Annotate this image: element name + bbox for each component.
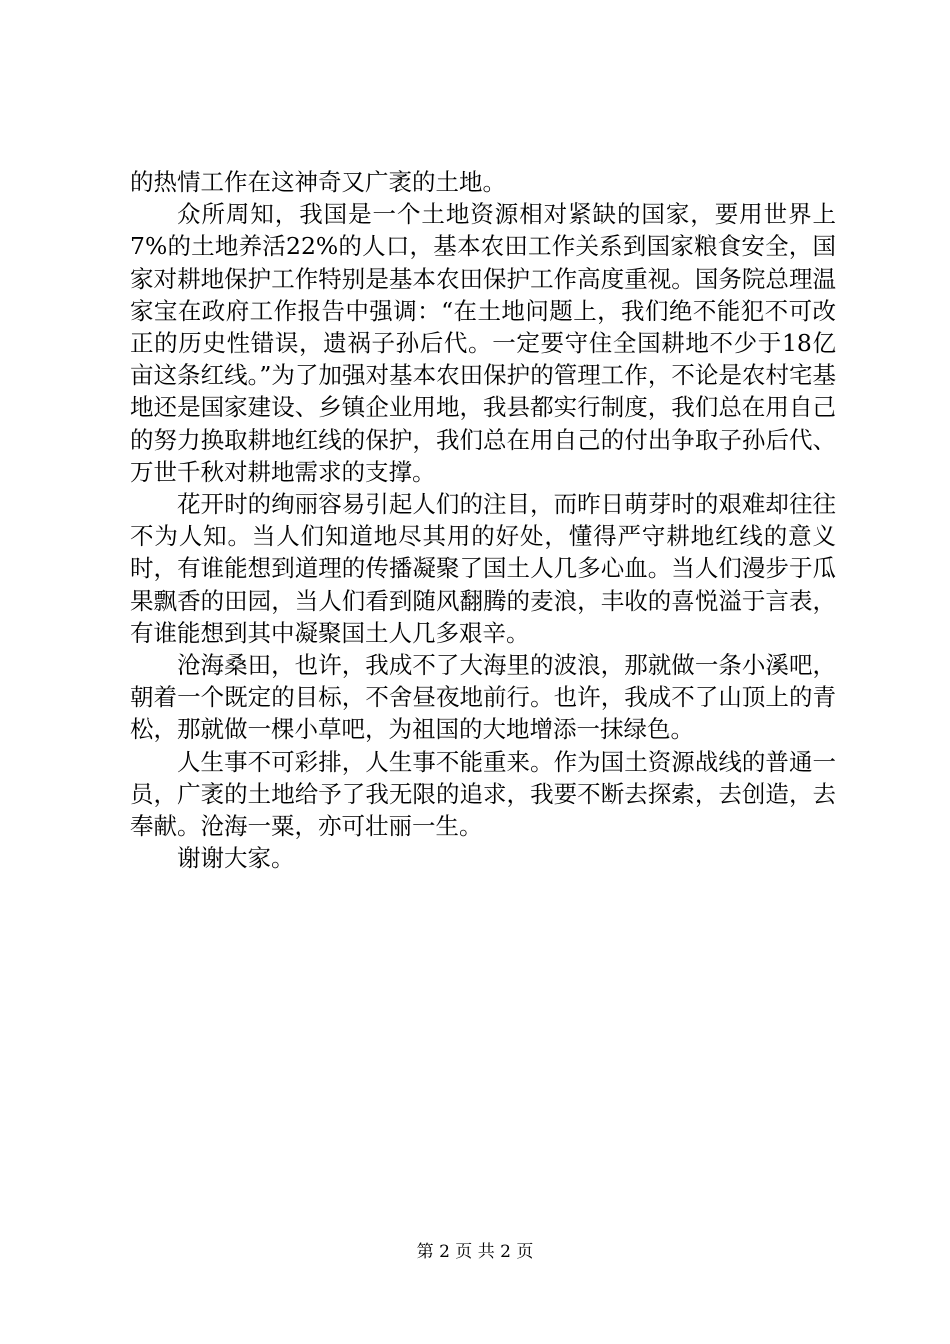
paragraph-dedication: 人生事不可彩排，人生事不能重来。作为国土资源战线的普通一员，广袤的土地给予了我无限的追求，我要不断去探索，去创造，去奉献。沧海一粟，亦可壮丽一生。: [130, 747, 836, 841]
page-footer: [0, 1240, 950, 1264]
paragraph-hardship: 花开时的绚丽容易引起人们的注目，而昨日萌芽时的艰难却往往不为人知。当人们知道地尽其用的好处，懂得严守耕地红线的意义时，有谁能想到道理的传播凝聚了国土人几多心血。当人们漫步于瓜果飘香的田园，当人们看到随风翻腾的麦浪，丰收的喜悦溢于言表，有谁能想到其中凝聚国土人几多艰辛。: [130, 490, 836, 647]
paragraph-farmland-protection: 众所周知，我国是一个土地资源相对紧缺的国家，要用世界上7%的土地养活22%的人口，基本农田工作关系到国家粮食安全，国家对耕地保护工作特别是基本农田保护工作高度重视。国务院总理温家宝在政府工作报告中强调：“在土地问题上，我们绝不能犯不可改正的历史性错误，遗祸子孙后代。一定要守住全国耕地不少于18亿亩这条红线。”为了加强对基本农田保护的管理工作，不论是农村宅基地还是国家建设、乡镇企业用地，我县都实行制度，我们总在用自己的努力换取耕地红线的保护，我们总在用自己的付出争取子孙后代、万世千秋对耕地需求的支撑。: [130, 200, 836, 486]
paragraph-thanks: 谢谢大家。: [177, 844, 295, 873]
page-number: 第 2 页 共 2 页: [416, 1242, 534, 1262]
paragraph-continuation: 的热情工作在这神奇又广袤的土地。: [130, 168, 506, 196]
paragraph-aspiration: 沧海桑田，也许，我成不了大海里的波浪，那就做一条小溪吧，朝着一个既定的目标，不舍昼夜地前行。也许，我成不了山顶上的青松，那就做一棵小草吧，为祖国的大地增添一抹绿色。: [130, 651, 836, 744]
document-body: [130, 166, 836, 874]
